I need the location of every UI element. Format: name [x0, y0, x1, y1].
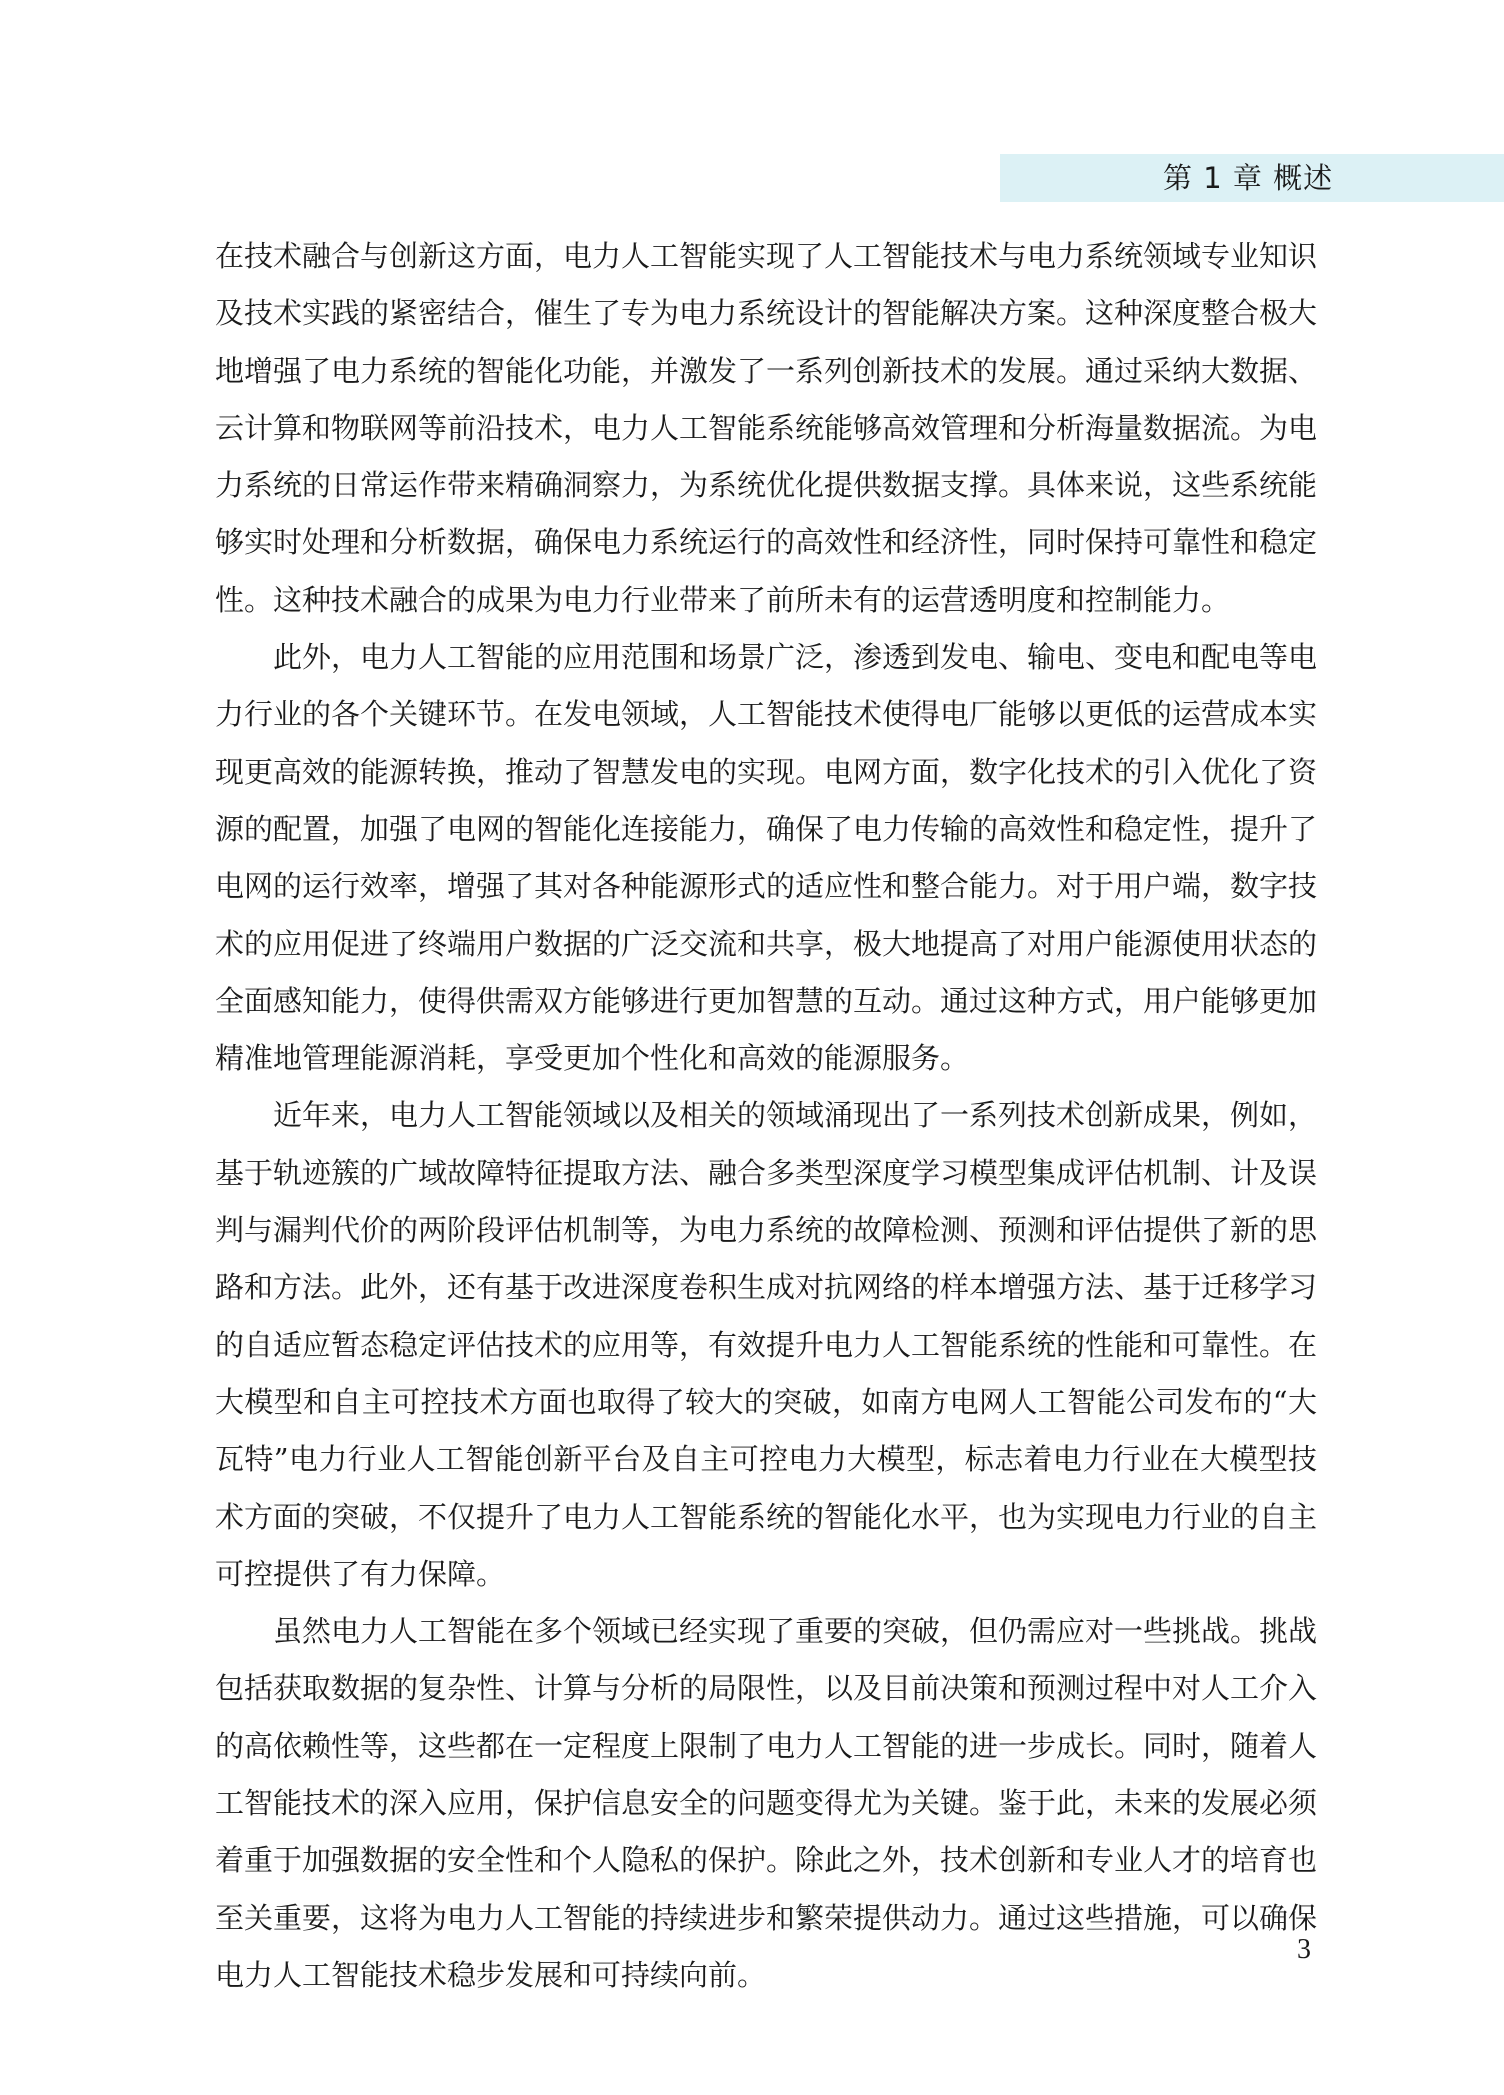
body-text	[215, 228, 1317, 2004]
page-number: 3	[1297, 1934, 1311, 1965]
paragraph-4: 虽然电力人工智能在多个领域已经实现了重要的突破，但仍需应对一些挑战。挑战包括获取数据的复杂性、计算与分析的局限性，以及目前决策和预测过程中对人工介入的高依赖性等，这些都在一定程度上限制了电力人工智能的进一步成长。同时，随着人工智能技术的深入应用，保护信息安全的问题变得尤为关键。鉴于此，未来的发展必须着重于加强数据的安全性和个人隐私的保护。除此之外，技术创新和专业人才的培育也至关重要，这将为电力人工智能的持续进步和繁荣提供动力。通过这些措施，可以确保电力人工智能技术稳步发展和可持续向前。	[215, 1614, 1318, 1992]
paragraph-1: 在技术融合与创新这方面，电力人工智能实现了人工智能技术与电力系统领域专业知识及技术实践的紧密结合，催生了专为电力系统设计的智能解决方案。这种深度整合极大地增强了电力系统的智能化功能，并激发了一系列创新技术的发展。通过采纳大数据、云计算和物联网等前沿技术，电力人工智能系统能够高效管理和分析海量数据流。为电力系统的日常运作带来精确洞察力，为系统优化提供数据支撑。具体来说，这些系统能够实时处理和分析数据，确保电力系统运行的高效性和经济性，同时保持可靠性和稳定性。这种技术融合的成果为电力行业带来了前所未有的运营透明度和控制能力。	[215, 239, 1318, 617]
paragraph-3: 近年来，电力人工智能领域以及相关的领域涌现出了一系列技术创新成果，例如，基于轨迹簇的广域故障特征提取方法、融合多类型深度学习模型集成评估机制、计及误判与漏判代价的两阶段评估机制等，为电力系统的故障检测、预测和评估提供了新的思路和方法。此外，还有基于改进深度卷积生成对抗网络的样本增强方法、基于迁移学习的自适应暂态稳定评估技术的应用等，有效提升电力人工智能系统的性能和可靠性。在大模型和自主可控技术方面也取得了较大的突破，如南方电网人工智能公司发布的“大瓦特”电力行业人工智能创新平台及自主可控电力大模型，标志着电力行业在大模型技术方面的突破，不仅提升了电力人工智能系统的智能化水平，也为实现电力行业的自主可控提供了有力保障。	[215, 1098, 1318, 1591]
chapter-title: 第 1 章 概述	[1163, 161, 1334, 195]
paragraph-2: 此外，电力人工智能的应用范围和场景广泛，渗透到发电、输电、变电和配电等电力行业的各个关键环节。在发电领域，人工智能技术使得电厂能够以更低的运营成本实现更高效的能源转换，推动了智慧发电的实现。电网方面，数字化技术的引入优化了资源的配置，加强了电网的智能化连接能力，确保了电力传输的高效性和稳定性，提升了电网的运行效率，增强了其对各种能源形式的适应性和整合能力。对于用户端，数字技术的应用促进了终端用户数据的广泛交流和共享，极大地提高了对用户能源使用状态的全面感知能力，使得供需双方能够进行更加智慧的互动。通过这种方式，用户能够更加精准地管理能源消耗，享受更加个性化和高效的能源服务。	[215, 640, 1318, 1076]
